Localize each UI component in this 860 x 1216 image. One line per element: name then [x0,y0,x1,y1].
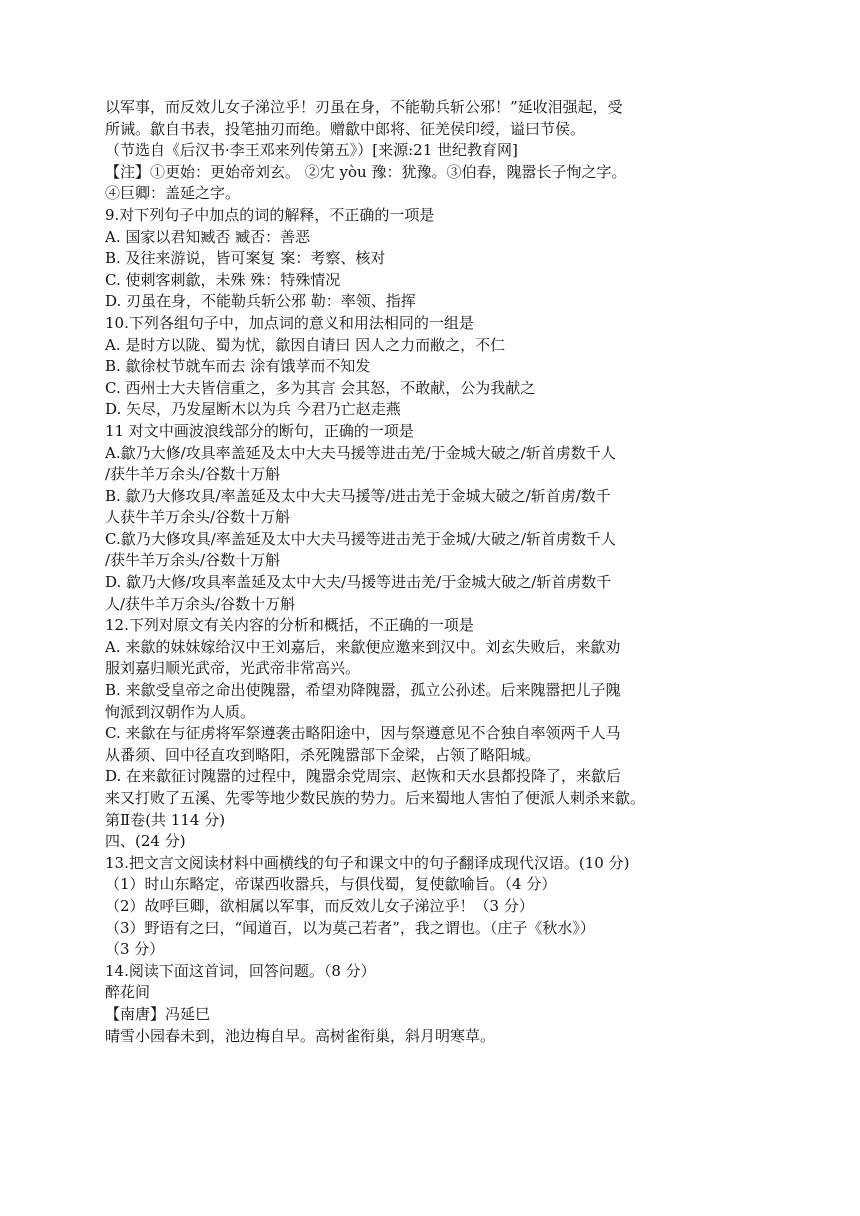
text-line: 醉花间 [105,983,151,1002]
text-line: 服刘嘉归顺光武帝，光武帝非常高兴。 [105,659,361,678]
text-line: C. 使刺客刺歙，未殊 殊：特殊情况 [105,270,341,289]
text-line: 从番须、回中径直攻到略阳，杀死隗嚣部下金梁，占领了略阳城。 [105,745,541,764]
text-line: 【南唐】冯延巳 [105,1004,211,1023]
text-line: 13.把文言文阅读材料中画横线的句子和课文中的句子翻译成现代汉语。(10 分) [105,853,630,872]
text-line: （3 分） [105,940,165,959]
text-line: （节选自《后汉书·李王邓来列传第五》）[来源:21 世纪教育网] [105,141,518,160]
text-line: C. 来歙在与征虏将军祭遵袭击略阳途中，因与祭遵意见不合独自率领两千人马 [105,724,621,743]
text-line: D. 刃虽在身，不能勒兵斩公邪 勒：率领、指挥 [105,292,416,311]
text-line: 人/获牛羊万余头/谷数十万斛 [105,594,296,613]
text-line: B. 及往来游说，皆可案复 案：考察、核对 [105,249,386,268]
text-line: A. 国家以君知臧否 臧否：善恶 [105,227,311,246]
text-line: /获牛羊万余头/谷数十万斛 [105,551,281,570]
text-line: C. 西州士大夫皆信重之，多为其言 会其怒，不敢献，公为我献之 [105,378,536,397]
text-line: 11 对文中画波浪线部分的断句，正确的一项是 [105,421,414,440]
text-line: D. 矢尽，乃发屋断木以为兵 今君乃亡赵走燕 [105,400,401,419]
text-line: 以军事，而反效儿女子涕泣乎！刃虽在身，不能勒兵斩公邪！”延收泪强起，受 [105,98,623,116]
text-line: 9.对下列句子中加点的词的解释，不正确的一项是 [105,205,435,224]
text-line: 来又打败了五溪、先零等地少数民族的势力。后来蜀地人害怕了便派人刺杀来歙。 [105,789,646,807]
text-line: A. 是时方以陇、蜀为忧，歙因自请曰 因人之力而敝之，不仁 [105,335,506,354]
text-line: 四、(24 分) [105,832,186,851]
text-line: 14.阅读下面这首词，回答问题。（8 分） [105,961,376,980]
text-line: （1）时山东略定，帝谋西收嚣兵，与俱伐蜀，复使歙喻旨。（4 分） [105,875,557,894]
text-line: ④巨卿：盖延之字。 [105,184,241,203]
text-line: 恂派到汉朝作为人质。 [105,702,256,721]
text-line: 人获牛羊万余头/谷数十万斛 [105,508,291,527]
text-line: 第Ⅱ卷(共 114 分) [105,810,226,829]
text-line: A. 来歙的妹妹嫁给汉中王刘嘉后，来歙便应邀来到汉中。刘玄失败后，来歙劝 [105,637,621,656]
text-line: D. 歙乃大修/攻具率盖延及太中大夫/马援等进击羌/于金城大破之/斩首虏数千 [105,573,612,592]
text-line: 10.下列各组句子中，加点词的意义和用法相同的一组是 [105,313,474,332]
text-line: C.歙乃大修攻具/率盖延及太中大夫马援等进击羌于金城/大破之/斩首虏数千人 [105,529,616,548]
text-line: 12.下列对原文有关内容的分析和概括，不正确的一项是 [105,616,474,635]
text-line: 所诫。歙自书表，投笔抽刃而绝。赠歙中郎将、征羌侯印绶，谥曰节侯。 [105,119,586,138]
text-line: /获牛羊万余头/谷数十万斛 [105,465,281,484]
text-line: （2）故呼巨卿，欲相属以军事，而反效儿女子涕泣乎！（3 分） [105,896,534,915]
document-page [105,97,745,1047]
text-line: 【注】①更始：更始帝刘玄。 ②冘 yòu 豫：犹豫。③伯春，隗嚣长子恂之字。 [105,162,627,181]
text-line: B. 歙乃大修攻具/率盖延及太中大夫马援等/进击羌于金城大破之/斩首虏/数千 [105,486,611,505]
text-line: D. 在来歙征讨隗嚣的过程中，隗嚣余党周宗、赵恢和天水县都投降了，来歙后 [105,767,622,786]
text-line: B. 歙徐杖节就车而去 涂有饿莩而不知发 [105,357,371,376]
text-line: B. 来歙受皇帝之命出使隗嚣，希望劝降隗嚣，孤立公孙述。后来隗嚣把儿子隗 [105,681,621,700]
text-line: （3）野语有之曰，“闻道百，以为莫己若者”，我之谓也。（庄子《秋水》） [105,918,595,937]
text-line: A.歙乃大修/攻具率盖延及太中大夫马援等进击羌/于金城大破之/斩首虏数千人 [105,443,616,462]
text-line: 晴雪小园春未到，池边梅自早。高树雀衔巢，斜月明寒草。 [105,1026,496,1045]
